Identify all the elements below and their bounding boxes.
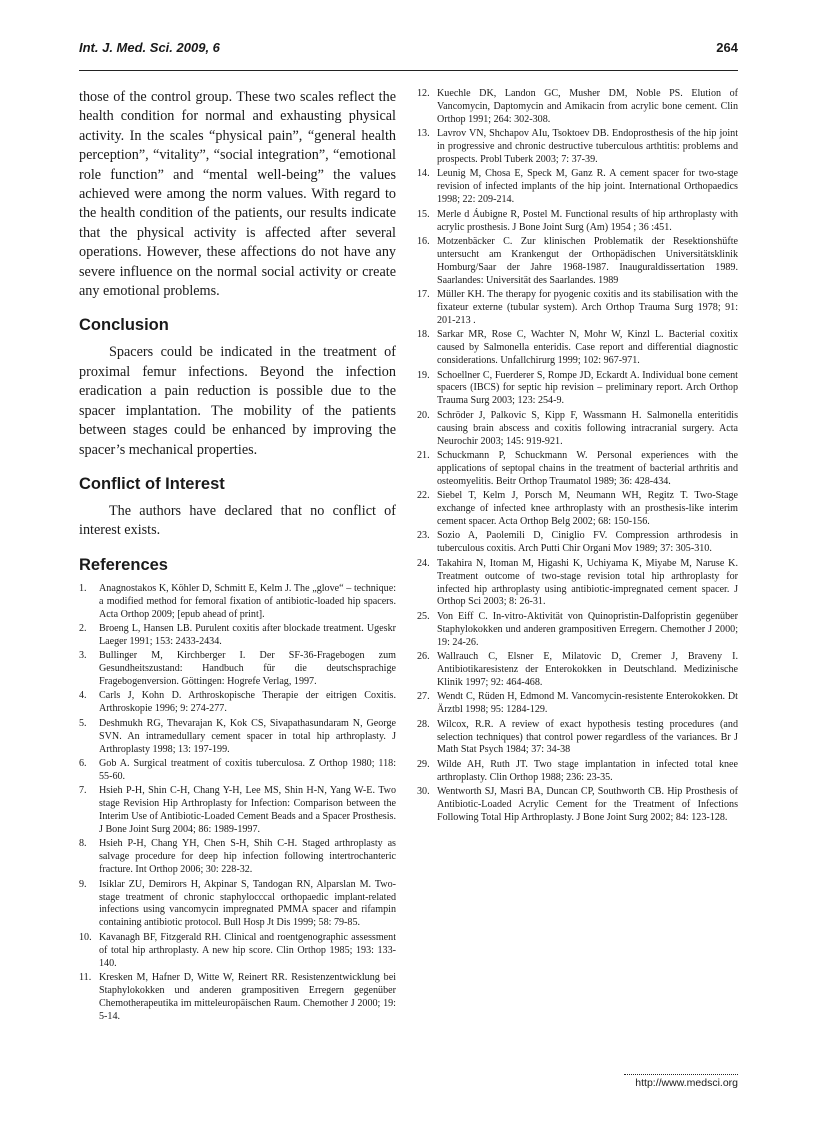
reference-item: [417, 329, 738, 368]
reference-text: Deshmukh RG, Thevarajan K, Kok CS, Sivapathasundaram N, George SVN. An intramedullary cement spacer in total hip arthroplasty. J Arthroplasty 1998; 13: 197-199.: [99, 717, 396, 755]
page-header: [79, 40, 738, 71]
reference-text: Kuechle DK, Landon GC, Musher DM, Noble PS. Elution of Vancomycin, Daptomycin and Amikacin from acrylic bone cement. Clin Orthop 1991; 264: 302-308.: [437, 88, 738, 125]
reference-item: [79, 690, 396, 716]
reference-number: 7.: [79, 785, 87, 797]
reference-number: 21.: [417, 449, 430, 461]
references-list-left: [79, 583, 396, 1024]
reference-number: 23.: [417, 530, 430, 542]
reference-number: 5.: [79, 717, 87, 729]
reference-number: 1.: [79, 582, 87, 594]
intro-paragraph: those of the control group. These two scales reflect the health condition for normal and exhausting physical activity. In the scales “physical pain”, “general health perception”, “vitality”, “social integration”, “emotional role function” and “mental well-being” the values achieved were among the norm values. With regard to the health condition of the patients, our results indicate that the physical activity is affected after several operations. However, these affections do not have any severe influence on the normal social activity or create any emotional problems.: [79, 89, 396, 300]
reference-number: 14.: [417, 168, 430, 180]
conclusion-text: Spacers could be indicated in the treatment of proximal femur infections. Beyond the infection eradication a pain reduction is possible due to the spacer implantation. The mobility of the patients between stages could be enhanced by improving the spacer’s mechanical properties.: [79, 344, 396, 458]
reference-number: 19.: [417, 369, 430, 381]
reference-item: [79, 838, 396, 877]
reference-number: 30.: [417, 786, 430, 798]
reference-text: Wilde AH, Ruth JT. Two stage implantation in infected total knee arthroplasty. Clin Orthop 1988; 236: 23-35.: [437, 758, 738, 783]
references-heading: References: [79, 555, 168, 574]
reference-text: Von Eiff C. In-vitro-Aktivität von Quinopristin-Dalfopristin gegenüber Staphylokokken und anderen grampositiven Erregern. Chemother J 2000; 19: 24-26.: [437, 610, 738, 648]
reference-item: [79, 758, 396, 784]
reference-text: Müller KH. The therapy for pyogenic coxitis and its stabilisation with the fixateur externe (tubular system). Arch Orthop Trauma Surg 1978; 91: 201-213 .: [437, 289, 738, 326]
reference-number: 15.: [417, 208, 430, 220]
reference-item: [417, 168, 738, 207]
reference-number: 26.: [417, 651, 430, 663]
reference-number: 3.: [79, 650, 87, 662]
reference-item: [417, 209, 738, 235]
reference-number: 25.: [417, 610, 430, 622]
conclusion-heading: Conclusion: [79, 316, 169, 335]
reference-number: 29.: [417, 758, 430, 770]
reference-text: Broeng L, Hansen LB. Purulent coxitis after blockade treatment. Ugeskr Laeger 1991; 153: 2433-2434.: [99, 622, 396, 647]
right-column: [417, 88, 738, 826]
reference-item: [417, 128, 738, 167]
reference-item: [417, 88, 738, 127]
reference-item: [417, 786, 738, 825]
reference-text: Schröder J, Palkovic S, Kipp F, Wassmann H. Salmonella enteritidis causing brain abscess and coxitis following intracranial surgery. Acta Neurochir 2003; 145: 919-921.: [437, 409, 738, 447]
website-link[interactable]: http://www.medsci.org: [635, 1077, 738, 1089]
reference-text: Kavanagh BF, Fitzgerald RH. Clinical and roentgenographic assessment of total hip arthroplasty. A new hip score. Clin Orthop 1985; 193: 133-140.: [99, 931, 396, 969]
reference-text: Wentworth SJ, Masri BA, Duncan CP, Southworth CB. Hip Prosthesis of Antibiotic-Loaded Acrylic Cement for the Treatment of Infections Following Total Hip Arthroplasty. J Bone Joint Surg 2002; 84: 123-128.: [437, 786, 738, 823]
reference-item: [79, 623, 396, 649]
reference-number: 11.: [79, 972, 92, 983]
reference-text: Siebel T, Kelm J, Porsch M, Neumann WH, Regitz T. Two-Stage exchange of infected knee arthroplasty with an prosthesis-like interim cement spacer. Acta Orthop Belg 2002; 68: 150-156.: [437, 490, 738, 527]
reference-item: [79, 879, 396, 931]
reference-item: [79, 583, 396, 622]
reference-text: Lavrov VN, Shchapov AIu, Tsoktoev DB. Endoprosthesis of the hip joint in progressive and chronic destructive tuberculous arthtitis: problems and prospects. Probl Tuberk 2003; 7: 37-39.: [437, 128, 738, 166]
reference-item: [417, 289, 738, 328]
reference-item: [417, 611, 738, 650]
reference-item: [79, 932, 396, 971]
reference-text: Hsieh P-H, Chang YH, Chen S-H, Shih C-H. Staged arthroplasty as salvage procedure for deep hip infection following intertrochanteric fracture. Int Orthop 2006; 30: 228-32.: [99, 838, 396, 876]
journal-title: Int. J. Med. Sci. 2009, 6: [79, 40, 220, 55]
reference-number: 27.: [417, 691, 430, 703]
conflict-text: The authors have declared that no conflict of interest exists.: [79, 502, 396, 539]
reference-number: 13.: [417, 128, 430, 140]
reference-number: 4.: [79, 690, 87, 702]
reference-text: Wendt C, Rüden H, Edmond M. Vancomycin-resistente Enterokokken. Dt Ärztbl 1998; 95: 1284-129.: [437, 691, 738, 716]
page-number: 264: [716, 40, 738, 55]
reference-item: [417, 759, 738, 785]
reference-item: [79, 972, 396, 1024]
reference-text: Motzenbäcker C. Zur klinischen Problematik der Resektionshüfte untersucht am Krankengut der Orthopädischen Universitätsklinik Homburg/Saar der Jahre 1968-1987. Inauguraldissertation 1989. Saarlandes: Universität des Saarlandes. 1989: [437, 235, 738, 286]
reference-text: Anagnostakos K, Köhler D, Schmitt E, Kelm J. The „glove“ – technique: a modified method for femoral fixation of antibiotic-loaded hip spacers. Acta Orthop 2009; [epub ahead of print].: [99, 582, 396, 620]
footer-url[interactable]: [624, 1074, 738, 1089]
conflict-heading: Conflict of Interest: [79, 474, 225, 493]
reference-text: Schuckmann P, Schuckmann W. Personal experiences with the applications of septopal chains in the treatment of bacterial arthritis and osteomyelitis. Beitr Orthop Traumatol 1989; 36: 428-434.: [437, 449, 738, 487]
reference-item: [417, 410, 738, 449]
reference-item: [417, 450, 738, 489]
reference-text: Sarkar MR, Rose C, Wachter N, Mohr W, Kinzl L. Bacterial coxitix caused by Salmonella enteridis. Case report and differential diagnostic considerations. Unfallchirurg 1999; 102: 967-971.: [437, 329, 738, 367]
reference-number: 16.: [417, 235, 430, 247]
reference-number: 22.: [417, 490, 430, 502]
reference-text: Isiklar ZU, Demirors H, Akpinar S, Tandogan RN, Alparslan M. Two-stage treatment of chronic staphylocccal orthopaedic implant-related infections using vancomycin impregnated PMMA spacer and rifampin containing antibiotic protocol. Bull Hosp Jt Dis 1999; 58: 79-85.: [99, 878, 396, 929]
reference-number: 17.: [417, 289, 430, 301]
reference-text: Carls J, Kohn D. Arthroskopische Therapie der eitrigen Coxitis. Arthroskopie 1996; 9: 274-277.: [99, 690, 396, 715]
reference-text: Kresken M, Hafner D, Witte W, Reinert RR. Resistenzentwicklung bei Staphylokokken und anderen grampositiven Erregern gegenüber Chemotherapeutika im mitteleuropäischen Raum. Chemother J 2000; 19: 5-14.: [99, 972, 396, 1022]
reference-item: [417, 719, 738, 758]
reference-number: 24.: [417, 557, 430, 569]
reference-number: 10.: [79, 931, 92, 943]
reference-item: [417, 530, 738, 556]
reference-number: 28.: [417, 718, 430, 730]
reference-item: [417, 691, 738, 717]
reference-number: 6.: [79, 758, 87, 769]
reference-text: Merle d Áubigne R, Postel M. Functional results of hip arthroplasty with acrylic prosthesis. J Bone Joint Surg (Am) 1954 ; 36 :451.: [437, 208, 738, 233]
reference-item: [417, 490, 738, 529]
reference-text: Wallrauch C, Elsner E, Milatovic D, Cremer J, Braveny I. Antibiotikaresistenz der Enterokokken in Deutschland. Medizinische Klinik 1997; 92: 464-468.: [437, 651, 738, 688]
reference-item: [417, 558, 738, 610]
references-list-right: [417, 88, 738, 825]
reference-item: [79, 785, 396, 837]
reference-text: Wilcox, R.R. A review of exact hypothesis testing procedures (and selection techniques) that control power regardless of the variances. Br J Math Stat Psych 1984; 37: 34-38: [437, 718, 738, 756]
reference-item: [417, 370, 738, 409]
reference-item: [417, 236, 738, 288]
reference-number: 9.: [79, 878, 87, 890]
reference-number: 8.: [79, 838, 87, 850]
left-column: [79, 88, 396, 1025]
reference-text: Leunig M, Chosa E, Speck M, Ganz R. A cement spacer for two-stage revision of infected implants of the hip joint. International Orthopaedics 1998; 22: 209-214.: [437, 168, 738, 206]
reference-text: Takahira N, Itoman M, Higashi K, Uchiyama K, Miyabe M, Naruse K. Treatment outcome of two-stage revision total hip arthroplasty for infected hip arthroplasty using antibiotic-impregnated cement spacer. J Orthop Sci 2003; 8: 26-31.: [437, 557, 738, 608]
reference-item: [417, 651, 738, 690]
reference-number: 2.: [79, 622, 87, 634]
reference-number: 18.: [417, 329, 430, 341]
reference-number: 12.: [417, 88, 430, 99]
reference-item: [79, 650, 396, 689]
reference-item: [79, 718, 396, 757]
reference-text: Hsieh P-H, Shin C-H, Chang Y-H, Lee MS, Shin H-N, Yang W-E. Two stage Revision Hip Arthroplasty for Infection: Comparison between the Interim Use of Antibiotic-Loaded Cement Beads and a Spacer Prosthesis. J Bone Joint Surg 2004; 86: 1989-1997.: [99, 785, 396, 836]
reference-text: Schoellner C, Fuerderer S, Rompe JD, Eckardt A. Individual bone cement spacers (IBCS) for septic hip revision – preliminary report. Arch Orthop Trauma Surg 2003; 123: 254-9.: [437, 369, 738, 407]
reference-text: Bullinger M, Kirchberger I. Der SF-36-Fragebogen zum Gesundheitszustand: Handbuch für die deutschsprachige Fragebogenversion. Göttingen: Hogrefe Verlag, 1997.: [99, 650, 396, 688]
reference-text: Sozio A, Paolemili D, Ciniglio FV. Compression arthrodesis in tuberculous coxitis. Arch Putti Chir Organi Mov 1989; 37: 305-310.: [437, 530, 738, 555]
reference-text: Gob A. Surgical treatment of coxitis tuberculosa. Z Orthop 1980; 118: 55-60.: [99, 758, 396, 782]
reference-number: 20.: [417, 409, 430, 421]
